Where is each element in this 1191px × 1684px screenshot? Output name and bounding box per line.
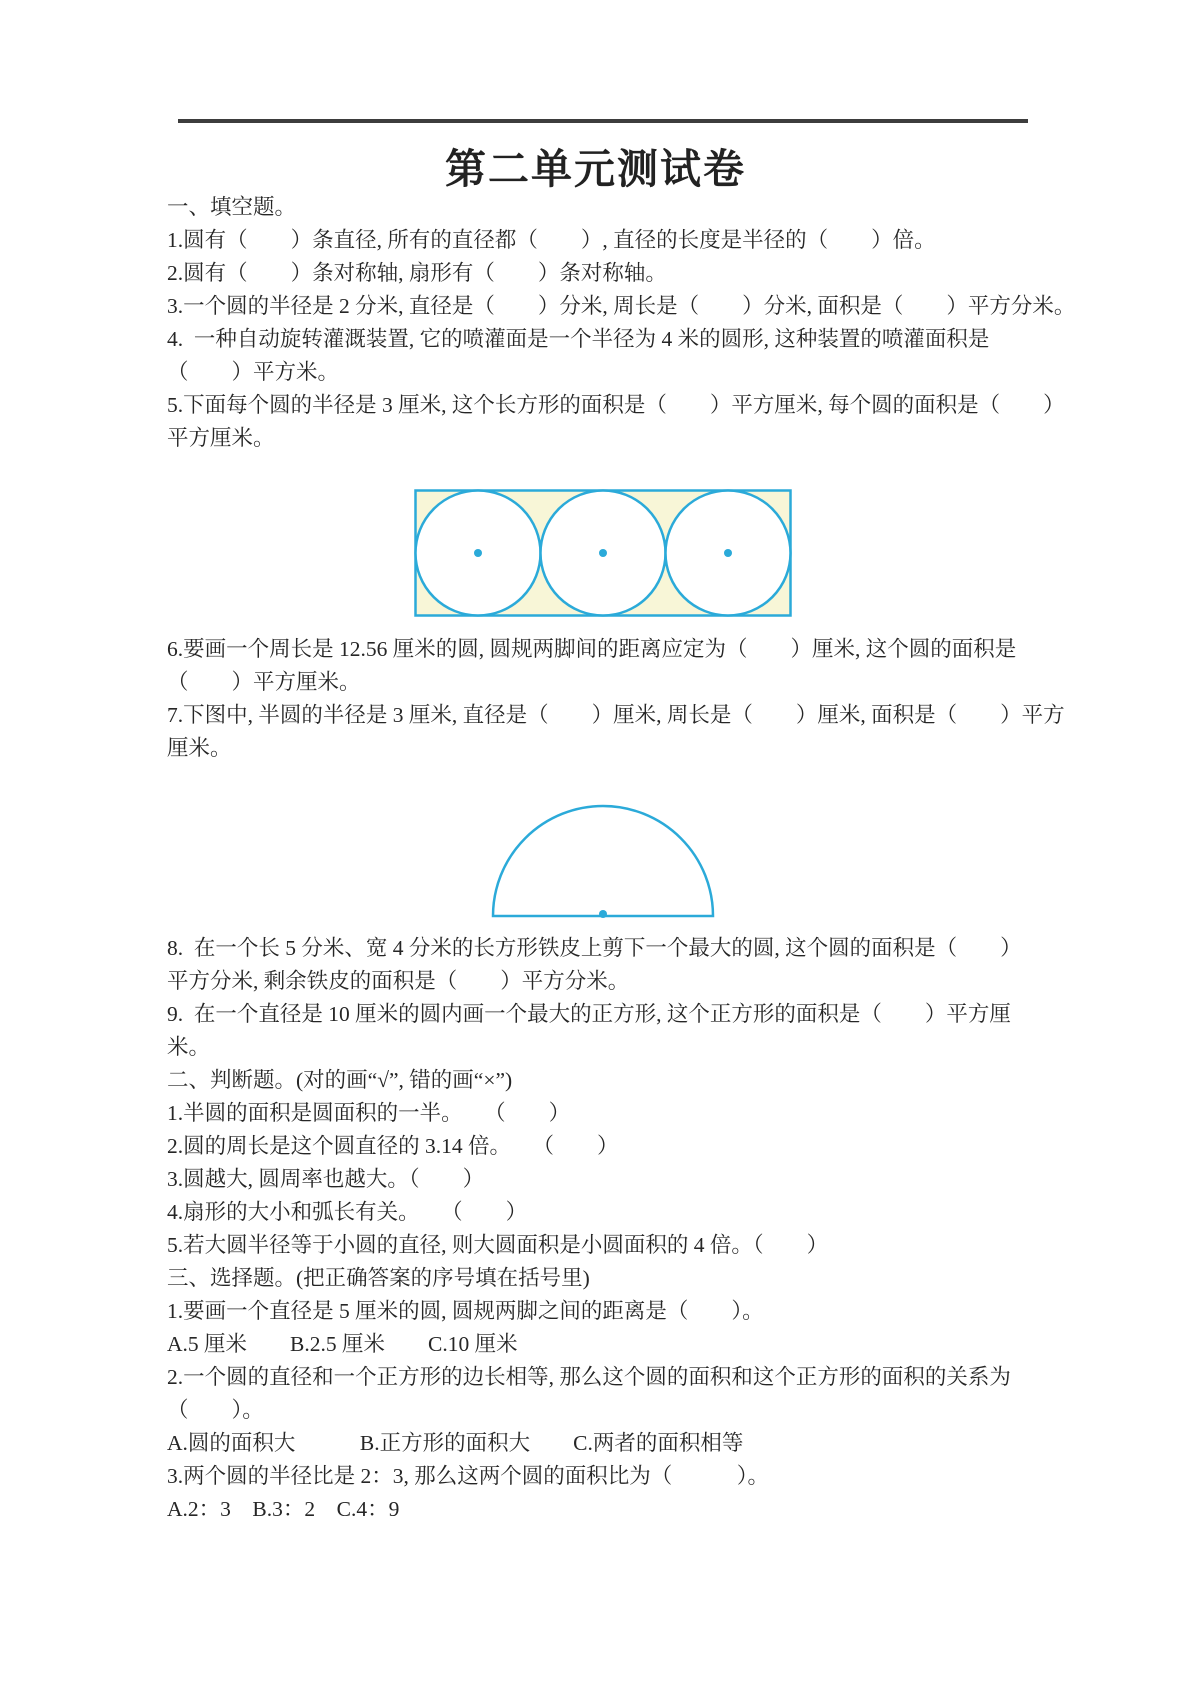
fill-q9-line2: 米。	[167, 1035, 211, 1059]
fill-q4-line2: （ ）平方米。	[167, 360, 340, 384]
fill-q8-line1: 8. 在一个长 5 分米、宽 4 分米的长方形铁皮上剪下一个最大的圆, 这个圆的面积是（ ）	[167, 936, 1022, 960]
circles-in-rectangle-figure	[167, 489, 1039, 617]
document-body	[167, 191, 1076, 1526]
fill-q5-line2: 平方厘米。	[167, 426, 275, 450]
fill-q3: 3.一个圆的半径是 2 分米, 直径是（ ）分米, 周长是（ ）分米, 面积是（ ）平方分米。	[167, 294, 1076, 318]
choice-q3-options: A.2：3 B.3：2 C.4：9	[167, 1497, 400, 1521]
choice-q1-options: A.5 厘米 B.2.5 厘米 C.10 厘米	[167, 1332, 518, 1356]
semicircle-shape	[493, 806, 713, 916]
fill-q9-line1: 9. 在一个直径是 10 厘米的圆内画一个最大的正方形, 这个正方形的面积是（ ）平方厘	[167, 1002, 1011, 1026]
page-title: 第二单元测试卷	[445, 146, 746, 192]
fill-q7-line1: 7.下图中, 半圆的半径是 3 厘米, 直径是（ ）厘米, 周长是（ ）厘米, 面积是（ ）平方	[167, 703, 1065, 727]
judge-q2: 2.圆的周长是这个圆直径的 3.14 倍。 （ ）	[167, 1134, 619, 1158]
circle-center-dot-2	[599, 549, 607, 557]
fill-q4-line1: 4. 一种自动旋转灌溉装置, 它的喷灌面是一个半径为 4 米的圆形, 这种装置的喷灌面积是	[167, 327, 990, 351]
section-fill-heading: 一、填空题。	[167, 195, 297, 219]
judge-q5: 5.若大圆半径等于小圆的直径, 则大圆面积是小圆面积的 4 倍。（ ）	[167, 1233, 829, 1257]
semicircle-figure	[167, 803, 1039, 919]
judge-q4: 4.扇形的大小和弧长有关。 （ ）	[167, 1200, 528, 1224]
choice-q2-options: A.圆的面积大 B.正方形的面积大 C.两者的面积相等	[167, 1431, 744, 1455]
fill-q1: 1.圆有（ ）条直径, 所有的直径都（ ）, 直径的长度是半径的（ ）倍。	[167, 228, 936, 252]
circle-center-dot-1	[474, 549, 482, 557]
section-judge-heading: 二、判断题。(对的画“√”, 错的画“×”)	[167, 1068, 513, 1092]
choice-q2-line2: （ ）。	[167, 1398, 264, 1422]
header-rule	[178, 119, 1028, 123]
choice-q3: 3.两个圆的半径比是 2：3, 那么这两个圆的面积比为（ ）。	[167, 1464, 770, 1488]
semicircle-center-dot	[599, 910, 607, 918]
choice-q1: 1.要画一个直径是 5 厘米的圆, 圆规两脚之间的距离是（ ）。	[167, 1299, 764, 1323]
fill-q6-line2: （ ）平方厘米。	[167, 670, 361, 694]
fill-q6-line1: 6.要画一个周长是 12.56 厘米的圆, 圆规两脚间的距离应定为（ ）厘米, 这个圆的面积是	[167, 637, 1017, 661]
fill-q2: 2.圆有（ ）条对称轴, 扇形有（ ）条对称轴。	[167, 261, 667, 285]
circle-center-dot-3	[724, 549, 732, 557]
choice-q2-line1: 2.一个圆的直径和一个正方形的边长相等, 那么这个圆的面积和这个正方形的面积的关系为	[167, 1365, 1011, 1389]
fill-q8-line2: 平方分米, 剩余铁皮的面积是（ ）平方分米。	[167, 969, 630, 993]
judge-q1: 1.半圆的面积是圆面积的一半。 （ ）	[167, 1101, 571, 1125]
circles-in-rectangle-svg	[414, 489, 792, 617]
semicircle-svg	[491, 803, 715, 919]
judge-q3: 3.圆越大, 圆周率也越大。（ ）	[167, 1167, 485, 1191]
section-choice-heading: 三、选择题。(把正确答案的序号填在括号里)	[167, 1266, 590, 1290]
fill-q5-line1: 5.下面每个圆的半径是 3 厘米, 这个长方形的面积是（ ）平方厘米, 每个圆的面积是（ ）	[167, 393, 1065, 417]
fill-q7-line2: 厘米。	[167, 736, 232, 760]
